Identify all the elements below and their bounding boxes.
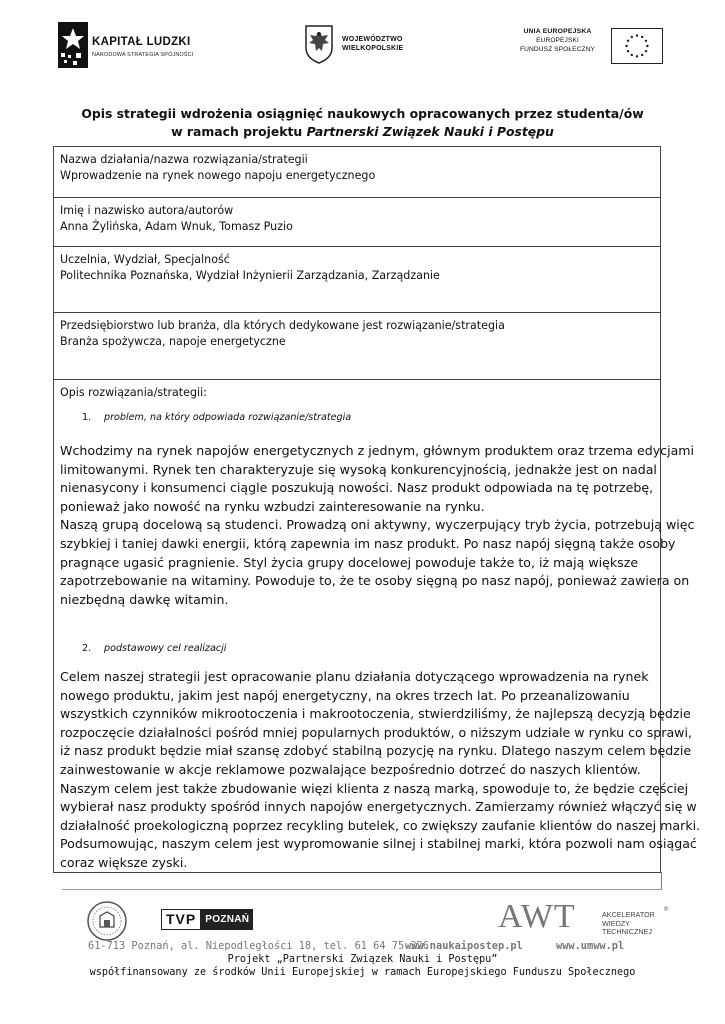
paragraph-line: szybkiej i taniej dawki energii, którą zapewnia im nasz produkt. Po nasz napój sięgną także osoby: [60, 535, 676, 551]
paragraph-line: Celem naszej strategii jest opracowanie planu działania dotyczącego wprowadzenia na rynek: [60, 669, 649, 684]
ue-title: UNIA EUROPEJSKA: [523, 28, 592, 35]
paragraph-line: niezbędną dawkę witamin.: [60, 591, 229, 607]
table-row: [54, 147, 660, 198]
awt-line2: WIEDZY: [602, 918, 630, 928]
paragraph-line: Naszym celem jest także zbudowanie więzi klienta z naszą marką, spowoduje to, że będzie częściej: [60, 780, 689, 796]
paragraph-line: zapotrzebowanie na witaminy. Powoduje to, że te osoby sięgną po nasz napój, ponieważ zawiera on: [60, 573, 690, 589]
awt-text: [602, 911, 655, 937]
paragraph-line: Wchodzimy na rynek napojów energetycznych z jednym, głównym produktem oraz trzema edycjami: [60, 443, 695, 458]
paragraph-line: zainwestowanie w akcje reklamowe pozwalające bezpośrednio dotrzeć do naszych klientów.: [60, 761, 641, 777]
document-title-line2: [0, 123, 725, 141]
awt-logo: [498, 898, 673, 938]
awt-line1: AKCELERATOR: [602, 910, 655, 919]
wielkopolskie-logo: [304, 24, 409, 68]
tvp-city: POZNAŃ: [201, 909, 253, 930]
problem-paragraph: [60, 442, 695, 609]
footer-project-line1: Projekt „Partnerski Związek Nauki i Postępu”: [227, 954, 498, 965]
paragraph-line: Podsumowując, naszym celem jest wypromowanie silnej i stabilnej marki, która pozwoli nam osiągać: [60, 836, 697, 852]
row-label: Przedsiębiorstwo lub branża, dla których dedykowane jest rozwiązanie/strategia: [60, 319, 505, 332]
kapital-ludzki-star-icon: [58, 22, 88, 68]
footer-divider: [62, 889, 662, 890]
awt-line3: TECHNICZNEJ: [602, 927, 652, 937]
tvp-mark: TVP: [161, 909, 201, 930]
paragraph-line: limitowanymi. Rynek ten charakteryzuje się wysoką konkurencyjnością, jednakże jest on nadal: [60, 461, 657, 477]
row-label: Imię i nazwisko autora/autorów: [60, 204, 234, 217]
paragraph-line: coraz większe zyski.: [60, 854, 188, 870]
item-heading-text: problem, na który odpowiada rozwiązanie/strategia: [104, 412, 352, 423]
paragraph-line: wszystkich czynników mikrootoczenia i makrootoczenia, stwierdziliśmy, że najlepszą decyzją będzie: [60, 706, 691, 722]
footer-project-line2: współfinansowany ze środków Unii Europejskiej w ramach Europejskiego Funduszu Społecznego: [89, 967, 636, 978]
kapital-ludzki-subtitle: NARODOWA STRATEGIA SPÓJNOŚCI: [92, 52, 194, 58]
item-heading-text: podstawowy cel realizacji: [104, 643, 227, 654]
paragraph-line: rozpoczęcie działalności pośród mniej popularnych produktów, o niższym udziale w rynku co sprawi,: [60, 724, 692, 740]
row-value: Politechnika Poznańska, Wydział Inżynierii Zarządzania, Zarządzanie: [60, 269, 440, 283]
strategy-table: [53, 146, 701, 873]
unia-europejska-logo: [508, 28, 663, 66]
item-number: 2.: [82, 643, 92, 654]
table-end-mark: [661, 872, 662, 889]
kapital-ludzki-title: KAPITAŁ LUDZKI: [92, 36, 191, 48]
awt-mark: AWT: [498, 898, 576, 935]
item-heading-problem: [82, 410, 351, 426]
tvp-poznan-logo: [161, 909, 253, 930]
ue-fund-line2: FUNDUSZ SPOŁECZNY: [520, 46, 595, 53]
ue-fund-line1: EUROPEJSKI: [536, 37, 579, 44]
title-prefix: w ramach projektu: [171, 124, 307, 139]
row-value: Anna Żylińska, Adam Wnuk, Tomasz Puzio: [60, 220, 293, 234]
eu-flag-icon: [611, 28, 663, 64]
footer-link-naukaipostep[interactable]: www.naukaipostep.pl: [405, 940, 523, 952]
paragraph-line: nowego produktu, jakim jest napój energetyczny, na okres trzech lat. Po przeanalizowaniu: [60, 687, 630, 703]
footer-link-umww[interactable]: www.umww.pl: [556, 940, 625, 952]
wielkopolskie-label: WIELKOPOLSKIE: [342, 45, 404, 52]
goal-paragraph: [60, 668, 701, 873]
eagle-crest-icon: [304, 24, 334, 64]
paragraph-line: iż nasz produkt będzie miał szansę zdobyć stabilną pozycję na rynku. Dlatego naszym celem będzie: [60, 743, 692, 759]
description-cell: [54, 380, 701, 872]
table-row: [54, 313, 660, 380]
footer-address: 61-713 Poznań, al. Niepodległości 18, tel. 61 64 75 326: [88, 940, 429, 952]
table-row: [54, 198, 660, 247]
table-row: [54, 247, 660, 313]
row-value: Branża spożywcza, napoje energetyczne: [60, 335, 286, 349]
row-label: Uczelnia, Wydział, Specjalność: [60, 253, 230, 266]
paragraph-line: wybierał nasz produkty spośród innych napojów energetycznych. Zamierzamy również włączyć się w: [60, 799, 697, 815]
row-label: Nazwa działania/nazwa rozwiązania/strategii: [60, 153, 308, 166]
description-label: Opis rozwiązania/strategii:: [60, 386, 207, 399]
paragraph-line: ponieważ jako nowość na rynku wzbudzi zainteresowanie na rynku.: [60, 498, 485, 514]
project-name: Partnerski Związek Nauki i Postępu: [306, 124, 554, 139]
document-title-line1: Opis strategii wdrożenia osiągnięć naukowych opracowanych przez studenta/ów: [81, 106, 644, 121]
university-seal-icon: [86, 900, 128, 942]
wojewodztwo-label: WOJEWÓDZTWO: [342, 36, 403, 43]
paragraph-line: działalność proekologiczną poprzez recykling butelek, co zwiększy zaufanie klientów do naszej marki.: [60, 817, 701, 833]
row-value: Wprowadzenie na rynek nowego napoju energetycznego: [60, 169, 376, 183]
kapital-ludzki-logo: [58, 22, 208, 70]
item-number: 1.: [82, 412, 92, 423]
registered-mark: ®: [664, 907, 669, 913]
paragraph-line: Naszą grupą docelową są studenci. Prowadzą oni aktywny, wyczerpujący tryb życia, potrzebują więc: [60, 517, 695, 533]
item-heading-goal: [82, 641, 226, 657]
paragraph-line: nienasycony i konsumenci ciągle poszukują nowości. Nasz produkt odpowiada na tę potrzebę,: [60, 480, 654, 496]
paragraph-line: pragnące ugasić pragnienie. Styl życia grupy docelowej powoduje także to, iż mają większe: [60, 554, 639, 570]
